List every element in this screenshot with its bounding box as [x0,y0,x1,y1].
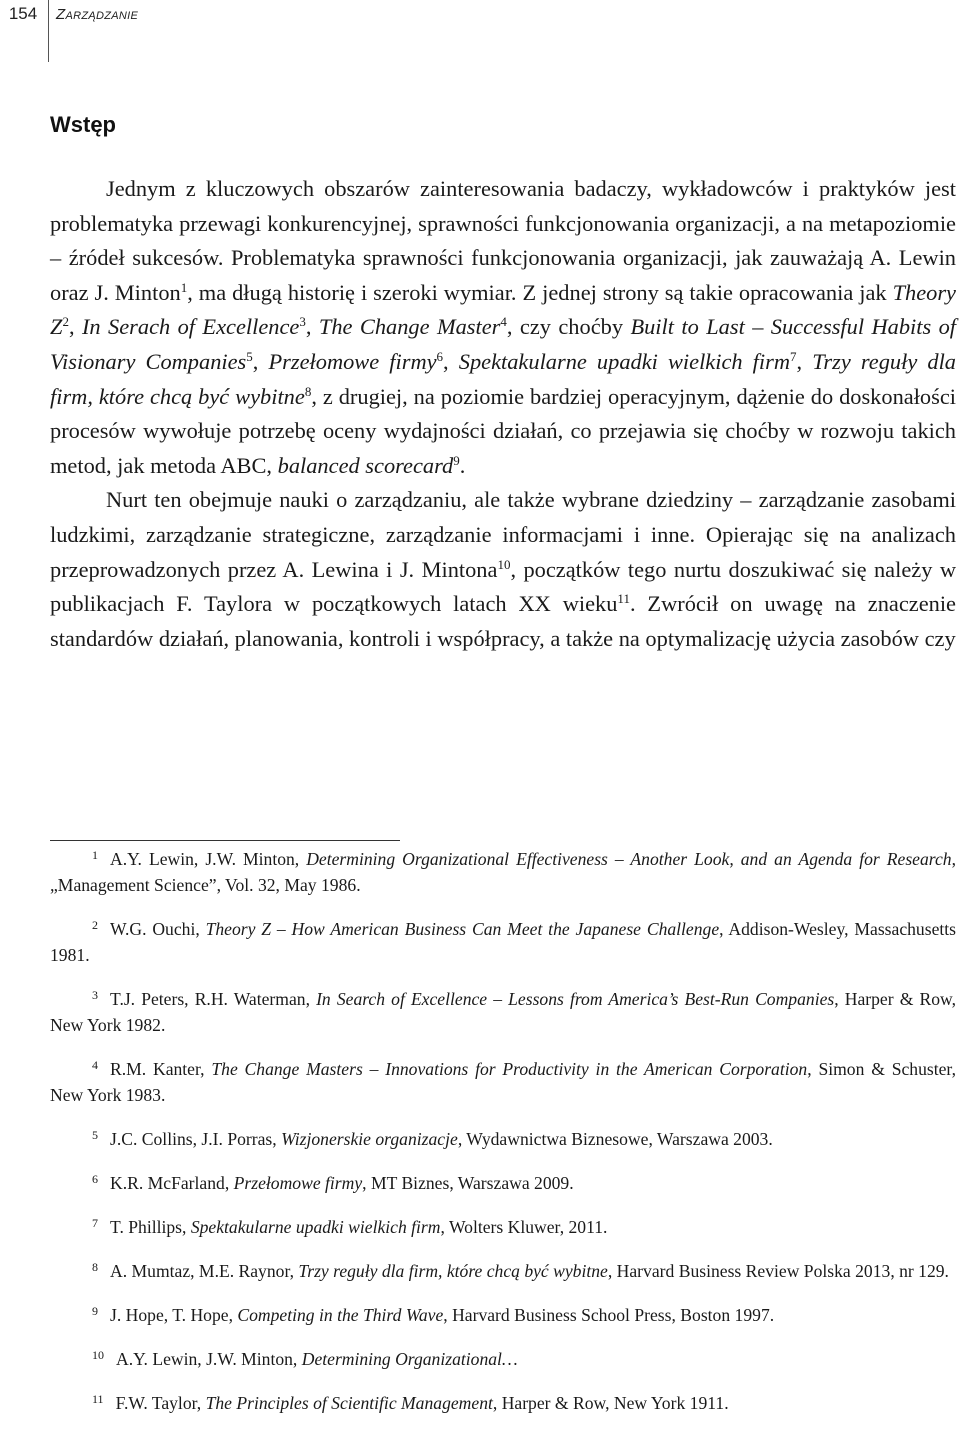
text: , [305,314,319,340]
italic-title: Theory Z [50,279,956,340]
footnote-ref: 6 [436,348,444,364]
text: , [796,348,813,374]
page-header [0,0,960,64]
italic-title: Built to Last – Successful Habits of Visionary Companies [50,314,957,374]
footnote [50,1346,956,1372]
text: , [443,348,459,374]
footnote-ref: 7 [790,348,797,364]
footnote-ref: 11 [617,591,630,607]
footnote-text: J. Hope, T. Hope, [110,1305,238,1325]
footnote-title: The Change Masters – Innovations for Productivity in the American Corporation [211,1059,808,1079]
footnote-title: Theory Z – How American Business Can Meet the Japanese Challenge [205,919,720,939]
footnote [50,986,956,1038]
footnote-ref: 3 [299,314,306,330]
footnote-ref: 2 [62,314,69,330]
footnote-text: , Harvard Business School Press, Boston 1997. [443,1305,775,1325]
footnote [50,1214,956,1240]
footnote-title: In Search of Excellence – Lessons from America’s Best-Run Companies [316,989,835,1009]
footnote [50,846,956,898]
footnote-number: 1 [92,848,98,862]
footnote-ref: 1 [180,279,188,295]
footnote-text: , Harper & Row, New York 1911. [492,1393,729,1413]
footnote-title: Competing in the Third Wave [237,1305,444,1325]
text: . Zwrócił on uwagę na znaczenie standardów działań, planowania, kontroli i współpracy, a także na optymalizację użycia zasobów czy [50,591,956,651]
page-number: 154 [8,4,38,23]
footnote-text: A.Y. Lewin, J.W. Minton, [116,1349,302,1369]
footnote-ref: 9 [453,452,460,468]
text: Nurt ten obejmuje nauki o zarządzaniu, ale także wybrane dziedziny – zarządzanie zasobami ludzkimi, zarządzanie strategiczne, zarządzanie informacjami i inne. Opierając się na analizach przeprowadzonych przez A. Lewina i J. Mintona [50,487,956,582]
paragraph-1 [50,172,956,483]
footnote-ref: 10 [497,556,511,572]
footnote [50,1258,956,1284]
footnote-text: , Addison-Wesley, Massachusetts 1981. [50,919,957,965]
footnote [50,916,956,968]
footnote-title: Trzy reguły dla firm, które chcą być wybitne [298,1261,608,1281]
footnote [50,1390,956,1416]
footnote-title: Determining Organizational Effectiveness – Another Look, and an Agenda for Research [306,849,952,869]
footnote-ref: 5 [246,348,253,364]
footnote-number: 5 [92,1128,98,1142]
text: , [252,348,269,374]
text: , początków tego nurtu doszukiwać się należy w publikacjach F. Taylora w początkowych latach XX wieku [50,556,957,617]
footnote-text: , Wolters Kluwer, 2011. [440,1217,608,1237]
italic-title: Spektakularne upadki wielkich firm [458,348,791,374]
footnote-number: 11 [92,1392,104,1406]
footnote-number: 6 [92,1172,98,1186]
footnote-number: 8 [92,1260,98,1274]
italic-title: In Serach of Excellence [81,314,300,340]
footnote-number: 3 [92,988,98,1002]
footnote-text: A. Mumtaz, M.E. Raynor, [110,1261,299,1281]
running-head: Zarządzanie [56,6,139,23]
text: , [68,314,82,340]
footnote-ref: 4 [500,314,507,330]
section-heading: Wstęp [50,112,116,137]
footnote [50,1170,956,1196]
paragraph-2 [50,483,956,656]
footnote-title: Przełomowe firmy [233,1173,363,1193]
italic-title: Przełomowe firmy [268,348,437,374]
footnote-text: , Wydawnictwa Biznesowe, Warszawa 2003. [457,1129,773,1149]
italic-title: balanced scorecard [277,452,454,478]
footnote-title: Spektakularne upadki wielkich firm [190,1217,441,1237]
footnote [50,1056,956,1108]
footnote-text: T. Phillips, [110,1217,191,1237]
footnote [50,1126,956,1152]
text: . [459,452,466,478]
text: , czy choćby [506,314,631,340]
text: , z drugiej, na poziomie bardziej operacyjnym, dążenie do doskonałości procesów wywołuje potrzebę oceny wydajności działań, co przejawia się choćby w rozwoju takich metod, jak metoda ABC, [50,383,956,478]
footnote-text: K.R. McFarland, [110,1173,234,1193]
footnote-number: 4 [92,1058,98,1072]
footnote-separator [50,840,400,841]
text: Jednym z kluczowych obszarów zainteresowania badaczy, wykładowców i praktyków jest problematyka przewagi konkurencyjnej, sprawności funkcjonowania organizacji, a na metapoziomie – źródeł sukcesów. Problematyka sprawności funkcjonowania organizacji, jak zauważają A. Lewin oraz J. Minton [50,176,956,305]
footnote-number: 2 [92,918,98,932]
footnote-title: The Principles of Scientific Management [205,1393,493,1413]
footnote-text: J.C. Collins, J.I. Porras, [110,1129,282,1149]
footnote-text: , MT Biznes, Warszawa 2009. [362,1173,574,1193]
footnote-title: Wizjonerskie organizacje [281,1129,458,1149]
italic-title: Trzy reguły dla firm, które chcą być wybitne [50,348,956,409]
footnote-text: , Harvard Business Review Polska 2013, nr 129. [607,1261,949,1281]
footnote-text: T.J. Peters, R.H. Waterman, [110,989,317,1009]
text: , ma długą historię i szeroki wymiar. Z jednej strony są takie opracowania jak [187,279,893,305]
footnote-number: 10 [92,1348,104,1362]
header-divider [48,0,49,62]
footnote-text: A.Y. Lewin, J.W. Minton, [110,849,307,869]
italic-title: The Change Master [318,314,501,340]
footnote-title: Determining Organizational… [301,1349,518,1369]
footnote-text: , Harper & Row, New York 1982. [50,989,956,1035]
footnote-text: R.M. Kanter, [110,1059,212,1079]
footnote-number: 7 [92,1216,98,1230]
footnote-number: 9 [92,1304,98,1318]
footnote-text: F.W. Taylor, [115,1393,206,1413]
footnote-text: , Simon & Schuster, New York 1983. [50,1059,956,1105]
footnotes [50,846,956,1434]
footnote-text: W.G. Ouchi, [110,919,206,939]
footnote-ref: 8 [304,383,312,399]
footnote [50,1302,956,1328]
body-text [50,172,956,656]
footnote-text: , „Management Science”, Vol. 32, May 1986. [50,849,956,895]
